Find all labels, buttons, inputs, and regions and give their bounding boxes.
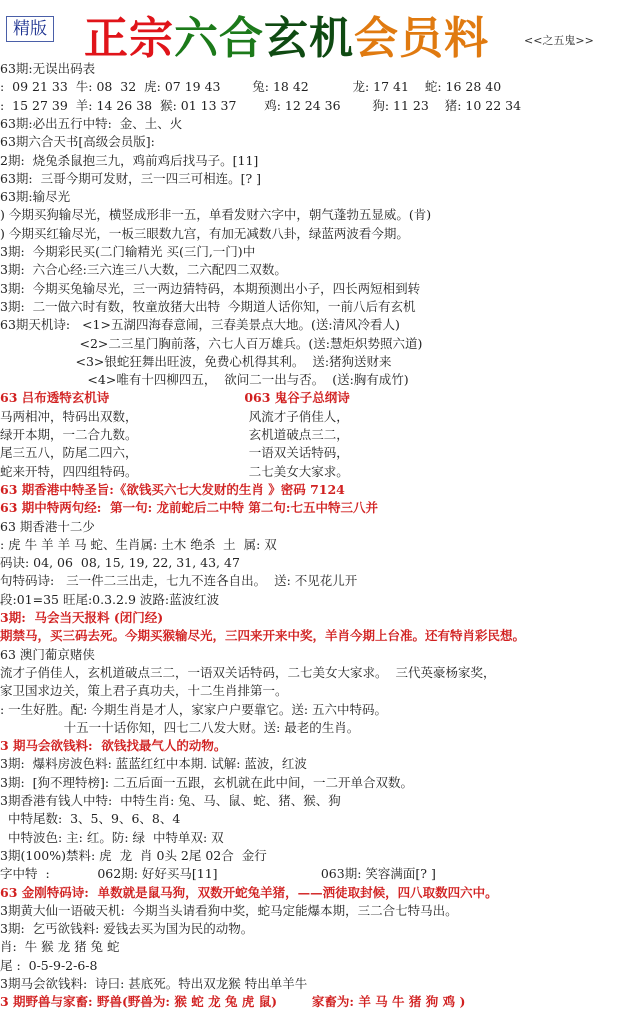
- highlight-text: 3 期野兽与家畜: 野兽(野兽为: 猴 蛇 龙 兔 虎 鼠) 家畜为: 羊 马 牛 猪 狗 鸡 ): [0, 994, 466, 1010]
- line-text: 2期: 烧兔杀鼠抱三九，鸡前鸡后找马子。[11]: [0, 152, 259, 168]
- author-tag: <<之五鬼>>: [524, 34, 594, 47]
- text-line: [0, 78, 621, 96]
- title-char: 合: [219, 13, 264, 64]
- text-line: [0, 664, 621, 682]
- text-line: [0, 774, 621, 792]
- text-line: [0, 225, 621, 243]
- line-text: 63期: 三哥今期可发财，三一四三可相连。[? ]: [0, 170, 261, 186]
- line-text: 63期六合天书[高级会员版]:: [0, 134, 155, 150]
- line-text: <4>唯有十四柳四五， 欲问二一出与否。 (送:胸有成竹): [0, 372, 409, 388]
- line-text: : 09 21 33 牛: 08 32 虎: 07 19 43 兔: 18 42 龙: 17 41 蛇: 16 28 40: [0, 79, 502, 95]
- text-line: [0, 518, 621, 536]
- highlight-text: 63 期香港中特圣旨:《欲钱买六七大发财的生肖 》密码 7124: [0, 481, 345, 497]
- line-text: 段:01=35 旺尾:0.3.2.9 波路:蓝波红波: [0, 591, 220, 607]
- text-line: [0, 115, 621, 133]
- title-char: 员: [399, 13, 444, 64]
- title-char: 玄: [264, 13, 309, 64]
- line-text: 3期香港有钱人中特: 中特生肖: 兔、马、鼠、蛇、猪、猴、狗: [0, 793, 341, 808]
- text-line: [0, 646, 621, 664]
- highlight-text: 期禁马，买三码去死。今期买猴输尽光，三四来开来中奖，羊肖今期上台准。还有特肖彩民想。: [0, 628, 526, 644]
- line-text: 63 澳门葡京赌侠: [0, 646, 95, 662]
- line-text: 流才子俏佳人，玄机道破点三二，一语双关话特码，二七美女大家求。 三代英豪杨家奖，: [0, 664, 496, 680]
- line-text: [109, 390, 244, 405]
- text-line: [0, 701, 621, 719]
- highlight-text: 3 期马会欲钱料: 欲钱找最气人的动物。: [0, 738, 227, 754]
- text-line: [0, 536, 621, 554]
- line-text: <3>银蛇狂舞出旺波，免费心机得其利。 送:猪狗送财来: [0, 353, 392, 369]
- text-line: [0, 170, 621, 188]
- line-text: 中特波色: 主: 红。防: 绿 中特单双: 双: [0, 829, 224, 845]
- text-line: [0, 188, 621, 206]
- text-line: [0, 133, 621, 151]
- highlight-text: 3期: 马会当天报料 (闭门经): [0, 610, 164, 625]
- line-text: : 15 27 39 羊: 14 26 38 猴: 01 13 37 鸡: 12 24 36 狗: 11 23 猪: 10 22 34: [0, 97, 522, 113]
- text-line: [0, 444, 621, 462]
- text-line: [0, 755, 621, 773]
- title-char: 会: [354, 13, 399, 64]
- line-text: 3期: 今期买兔输尽光，三一两边猜特码，本期预测出小子，四长两短相到转: [0, 280, 421, 296]
- line-text: 家卫国求边关，策上君子真功夫，十二生肖排第一。: [0, 683, 288, 699]
- title-char: 六: [174, 13, 219, 64]
- page-title: [84, 2, 489, 66]
- line-text: 3期(100%)禁料: 虎 龙 肖 0头 2尾 02合 金行: [0, 847, 267, 863]
- title-char: 机: [309, 13, 354, 64]
- text-line: [0, 572, 621, 590]
- edition-badge: 精版: [6, 16, 54, 42]
- line-text: 3期黄大仙一语破天机: 今期当头请看狗中奖，蛇马定能爆本期，三二合七特马出。: [0, 902, 458, 918]
- text-line: [0, 316, 621, 334]
- line-text: 尾三五八，防尾二四六， 一语双关话特码，: [0, 445, 349, 461]
- line-text: 3期: 六合心经:三六连三八大数，二六配四二双数。: [0, 262, 287, 278]
- line-text: : 虎 牛 羊 羊 马 蛇、生肖属: 土木 绝杀 土 属: 双: [0, 536, 277, 552]
- text-line: [0, 957, 621, 975]
- text-line: [0, 280, 621, 298]
- line-text: 尾 : 0-5-9-2-6-8: [0, 957, 98, 973]
- text-line: [0, 938, 621, 956]
- text-line: [0, 353, 621, 371]
- text-line: [0, 261, 621, 279]
- text-line: [0, 463, 621, 481]
- text-line: [0, 975, 621, 993]
- line-text: 3期马会欲钱料: 诗曰: 甚底死。特出双龙猴 特出单羊牛: [0, 976, 308, 991]
- text-line: [0, 481, 621, 499]
- line-text: ) 今期买狗输尽光，横竖成形非一五，单看发财六字中，朝气蓬勃五显威。(肯): [0, 207, 432, 223]
- text-line: [0, 993, 621, 1011]
- text-line: [0, 591, 621, 609]
- line-text: 3期: 爆料房波色料: 蓝蓝红红中本期. 试解: 蓝波，红波: [0, 756, 307, 772]
- line-text: 马两相冲，特码出双数， 风流才子俏佳人，: [0, 408, 349, 424]
- text-line: [0, 371, 621, 389]
- header: [0, 0, 621, 64]
- text-line: [0, 152, 621, 170]
- highlight-text: 63 期中特两句经: 第一句: 龙前蛇后二中特 第二句:七五中特三八并: [0, 500, 378, 516]
- text-line: [0, 829, 621, 847]
- text-line: [0, 719, 621, 737]
- line-text: 中特尾数: 3、5、9、6、8、4: [0, 811, 181, 827]
- line-text: 3期: 今期彩民买(二门输精光 买(三门,一门)中: [0, 244, 256, 259]
- line-text: 句特码诗: 三一件二三出走，七九不连各自出。 送: 不见花儿开: [0, 573, 358, 589]
- text-line: [0, 298, 621, 316]
- line-text: 十五一十话你知，四七二八发大财。送: 最老的生肖。: [0, 719, 360, 735]
- text-line: [0, 810, 621, 828]
- title-char: 宗: [129, 13, 174, 64]
- line-text: 63期天机诗: <1>五湖四海春意闹，三春美景点大地。(送:清风冷看人): [0, 317, 400, 333]
- highlight-text: 063 鬼谷子总纲诗: [244, 390, 350, 406]
- line-text: 63期:必出五行中特: 金、土、火: [0, 115, 183, 131]
- line-text: 码诀: 04, 06 08, 15, 19, 22, 31, 43, 47: [0, 555, 240, 571]
- text-line: [0, 335, 621, 353]
- line-text: 3期: 二一做六时有数，牧童放猪大出特 今期道人话你知，一前八后有玄机: [0, 298, 416, 314]
- line-text: 3期: [狗不理特榜]: 二五后面一五跟，玄机就在此中间，一二开单合双数。: [0, 774, 414, 790]
- text-line: [0, 792, 621, 810]
- title-char: 料: [444, 13, 489, 64]
- text-line: [0, 884, 621, 902]
- text-line: [0, 554, 621, 572]
- text-line: [0, 865, 621, 883]
- text-line: [0, 389, 621, 407]
- text-line: [0, 426, 621, 444]
- highlight-text: 63 金刚特码诗: 单数就是鼠马狗，双数开蛇兔羊猪，——洒徒取封候，四八取数四六中。: [0, 884, 498, 900]
- text-line: [0, 847, 621, 865]
- text-line: [0, 499, 621, 517]
- line-text: 肖: 牛 猴 龙 猪 兔 蛇: [0, 939, 120, 955]
- text-line: [0, 60, 621, 78]
- line-text: 63期:输尽光: [0, 189, 71, 205]
- line-text: 蛇来开特，四四组特码。 二七美女大家求。: [0, 463, 349, 479]
- text-line: [0, 627, 621, 645]
- highlight-text: 63 吕布透特玄机诗: [0, 390, 110, 406]
- text-line: [0, 920, 621, 938]
- line-text: <2>二三星门胸前落，六七人百万雄兵。(送:慧炬炽势照六道): [0, 335, 423, 351]
- line-text: 绿开本期，一二合九数。 玄机道破点三二，: [0, 427, 349, 442]
- text-line: [0, 737, 621, 755]
- line-text: ) 今期买红输尽光，一板三眼数九宫，有加无减数八卦，绿蓝两波看今期。: [0, 225, 409, 241]
- line-text: 63期:无误出码表: [0, 61, 96, 76]
- text-line: [0, 609, 621, 627]
- text-line: [0, 243, 621, 261]
- line-text: 字中特 : 062期: 好好买马[11] 063期: 笑容满面[? ]: [0, 866, 436, 882]
- text-line: [0, 902, 621, 920]
- text-line: [0, 97, 621, 115]
- text-line: [0, 408, 621, 426]
- text-line: [0, 682, 621, 700]
- title-char: 正: [84, 13, 129, 64]
- line-text: 3期: 乞丐欲钱料: 爱钱去买为国为民的动物。: [0, 921, 254, 937]
- line-text: 63 期香港十二少: [0, 518, 95, 534]
- text-line: [0, 206, 621, 224]
- line-text: : 一生好胜。配: 今期生肖是才人，家家户户要靠它。送: 五六中特码。: [0, 701, 388, 717]
